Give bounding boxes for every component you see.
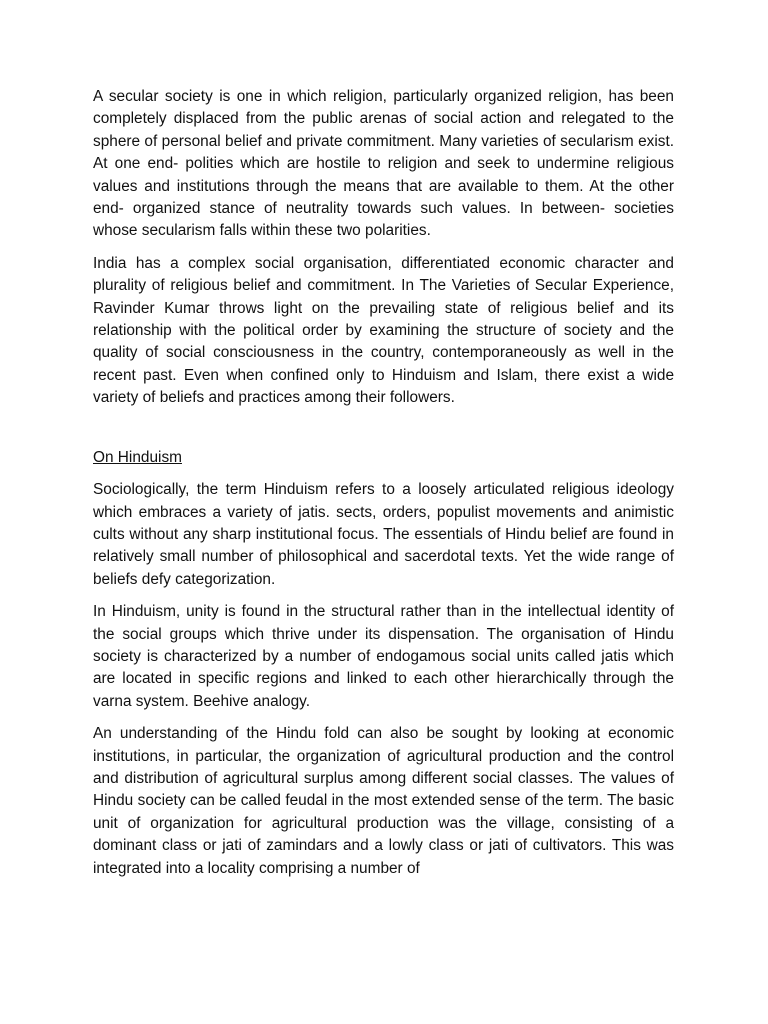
paragraph-india-social-organisation: India has a complex social organisation, differentiated economic character and plurality of religious belief and commitment. In The Varieties of Secular Experience, Ravinder Kumar throws light on the prevailing state of religious belief and its relationship with the political order by examining the structure of society and the quality of social consciousness in the country, contemporaneously as well in the recent past. Even when confined only to Hinduism and Islam, there exist a wide variety of beliefs and practices among their followers. xyxy=(93,254,674,407)
paragraph-hinduism-economic: An understanding of the Hindu fold can also be sought by looking at economic institutions, in particular, the organization of agricultural production and the control and distribution of agricultural surplus among different social classes. The values of Hindu society can be called feudal in the most extended sense of the term. The basic unit of organization for agricultural production was the village, consisting of a dominant class or jati of zamindars and a lowly class or jati of cultivators. This was integrated into a locality comprising a number of xyxy=(93,725,674,877)
document-page xyxy=(93,86,674,890)
paragraph-hinduism-sociologically: Sociologically, the term Hinduism refers to a loosely articulated religious ideology which embraces a variety of jatis. sects, orders, populist movements and animistic cults without any sharp institutional focus. The essentials of Hindu belief are found in relatively small number of philosophical and sacerdotal texts. Yet the wide range of beliefs defy categorization. xyxy=(93,481,674,588)
section-heading-on-hinduism: On Hinduism xyxy=(93,448,182,466)
paragraph-secular-society: A secular society is one in which religion, particularly organized religion, has been completely displaced from the public arenas of social action and relegated to the sphere of personal belief and private commitment. Many varieties of secularism exist. At one end- polities which are hostile to religion and seek to undermine religious values and institutions through the means that are available to them. At the other end- organized stance of neutrality towards such values. In between- societies whose secularism falls within these two polarities. xyxy=(93,88,674,240)
paragraph-hinduism-unity: In Hinduism, unity is found in the structural rather than in the intellectual identity of the social groups which thrive under its dispensation. The organisation of Hindu society is characterized by a number of endogamous social units called jatis which are located in specific regions and linked to each other hierarchically through the varna system. Beehive analogy. xyxy=(93,603,674,710)
